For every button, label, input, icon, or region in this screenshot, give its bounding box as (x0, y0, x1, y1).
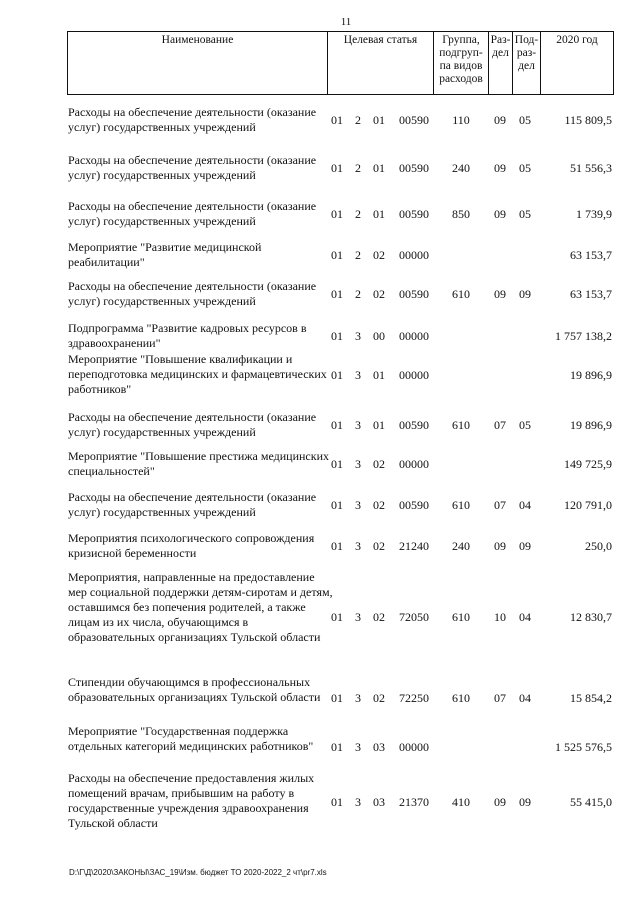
row-amount: 51 556,3 (570, 161, 612, 175)
row-code-subprogram: 3 (355, 539, 361, 553)
row-name: Расходы на обеспечение деятельности (оказание услуг) государственных учреждений (68, 199, 317, 228)
row-amount: 12 830,7 (570, 610, 612, 624)
row-code-subprogram: 3 (355, 795, 361, 809)
row-code-measure: 03 (373, 740, 385, 754)
row-section: 07 (494, 418, 506, 432)
row-code-measure: 02 (373, 498, 385, 512)
row-section: 09 (494, 161, 506, 175)
row-code-subprogram: 2 (355, 161, 361, 175)
row-group: 240 (452, 161, 470, 175)
row-subsection: 05 (519, 207, 531, 221)
row-code-direction: 00000 (399, 457, 429, 471)
row-code-subprogram: 2 (355, 113, 361, 127)
row-code-measure: 01 (373, 368, 385, 382)
row-code-program: 01 (331, 248, 343, 262)
row-group: 610 (452, 418, 470, 432)
row-code-subprogram: 3 (355, 610, 361, 624)
row-code-direction: 00590 (399, 113, 429, 127)
header-divider-right (613, 31, 614, 95)
row-code-measure: 01 (373, 418, 385, 432)
row-name: Мероприятие "Государственная поддержка отдельных категорий медицинских работников" (68, 724, 314, 753)
row-group: 850 (452, 207, 470, 221)
row-code-measure: 01 (373, 161, 385, 175)
row-name: Мероприятие "Развитие медицинской реабилитации" (68, 240, 262, 269)
row-amount: 1 525 576,5 (555, 740, 612, 754)
row-subsection: 05 (519, 418, 531, 432)
header-subsection: Под- раз- дел (514, 34, 539, 72)
row-code-measure: 02 (373, 539, 385, 553)
row-code-program: 01 (331, 418, 343, 432)
row-name: Стипендии обучающимся в профессиональных образовательных организациях Тульской области (68, 675, 321, 704)
row-code-program: 01 (331, 161, 343, 175)
page-number: 11 (340, 16, 352, 28)
file-path-footer: D:\Г\Д\2020\ЗАКОНЫ\ЗАС_19\Изм. бюджет ТО 2020-2022_2 чт\pr7.xls (69, 868, 327, 877)
row-amount: 19 896,9 (570, 368, 612, 382)
row-code-direction: 00000 (399, 368, 429, 382)
row-code-measure: 02 (373, 691, 385, 705)
row-code-measure: 03 (373, 795, 385, 809)
row-code-measure: 01 (373, 207, 385, 221)
row-code-measure: 02 (373, 457, 385, 471)
header-group: Группа, подгруп- па видов расходов (439, 34, 483, 85)
row-name: Расходы на обеспечение предоставления жилых помещений врачам, прибывшим на работу в государственные учреждения здравоохранения Тульской области (68, 771, 315, 830)
row-subsection: 05 (519, 113, 531, 127)
row-amount: 115 809,5 (564, 113, 612, 127)
row-subsection: 05 (519, 161, 531, 175)
row-group: 610 (452, 498, 470, 512)
row-name: Расходы на обеспечение деятельности (оказание услуг) государственных учреждений (68, 410, 317, 439)
row-code-program: 01 (331, 287, 343, 301)
row-code-subprogram: 3 (355, 691, 361, 705)
row-code-direction: 72250 (399, 691, 429, 705)
row-code-program: 01 (331, 610, 343, 624)
row-code-program: 01 (331, 113, 343, 127)
row-name: Мероприятия психологического сопровождения кризисной беременности (68, 531, 315, 560)
row-amount: 19 896,9 (570, 418, 612, 432)
header-section: Раз- дел (490, 34, 511, 59)
row-code-program: 01 (331, 795, 343, 809)
row-code-subprogram: 3 (355, 329, 361, 343)
row-code-measure: 01 (373, 113, 385, 127)
row-code-direction: 00590 (399, 207, 429, 221)
header-target: Целевая статья (343, 34, 418, 46)
row-amount: 149 725,9 (564, 457, 612, 471)
row-code-direction: 72050 (399, 610, 429, 624)
row-name: Расходы на обеспечение деятельности (оказание услуг) государственных учреждений (68, 279, 317, 308)
row-section: 10 (494, 610, 506, 624)
row-name: Расходы на обеспечение деятельности (оказание услуг) государственных учреждений (68, 105, 317, 134)
row-code-direction: 00000 (399, 329, 429, 343)
row-group: 610 (452, 610, 470, 624)
row-section: 09 (494, 287, 506, 301)
row-name: Расходы на обеспечение деятельности (оказание услуг) государственных учреждений (68, 490, 317, 519)
row-amount: 15 854,2 (570, 691, 612, 705)
row-code-program: 01 (331, 539, 343, 553)
row-code-program: 01 (331, 329, 343, 343)
row-subsection: 04 (519, 691, 531, 705)
row-code-direction: 21370 (399, 795, 429, 809)
row-amount: 63 153,7 (570, 287, 612, 301)
row-code-program: 01 (331, 457, 343, 471)
header-top-border (67, 31, 614, 32)
row-amount: 1 739,9 (576, 207, 612, 221)
row-group: 410 (452, 795, 470, 809)
row-code-program: 01 (331, 498, 343, 512)
row-section: 09 (494, 795, 506, 809)
row-code-subprogram: 2 (355, 248, 361, 262)
row-code-subprogram: 3 (355, 457, 361, 471)
row-code-subprogram: 3 (355, 368, 361, 382)
row-code-measure: 02 (373, 248, 385, 262)
row-code-subprogram: 2 (355, 207, 361, 221)
row-name: Мероприятия, направленные на предоставление мер социальной поддержки детям-сиротам и детям, оставшимся без попечения родителей, а также лицам из их числа, обучающимся в образовательных организациях Тульской области (68, 570, 333, 644)
row-section: 07 (494, 498, 506, 512)
row-amount: 63 153,7 (570, 248, 612, 262)
row-subsection: 04 (519, 498, 531, 512)
row-name: Расходы на обеспечение деятельности (оказание услуг) государственных учреждений (68, 153, 317, 182)
row-amount: 120 791,0 (564, 498, 612, 512)
row-amount: 55 415,0 (570, 795, 612, 809)
row-subsection: 09 (519, 795, 531, 809)
row-code-direction: 00590 (399, 498, 429, 512)
row-amount: 250,0 (585, 539, 612, 553)
row-code-direction: 00590 (399, 287, 429, 301)
row-section: 09 (494, 113, 506, 127)
row-code-program: 01 (331, 691, 343, 705)
row-code-program: 01 (331, 207, 343, 221)
row-group: 610 (452, 691, 470, 705)
row-name: Мероприятие "Повышение квалификации и переподготовка медицинских и фармацевтических работников" (68, 352, 327, 396)
row-code-measure: 02 (373, 610, 385, 624)
header-bottom-border (67, 94, 614, 95)
row-group: 110 (452, 113, 470, 127)
row-section: 09 (494, 207, 506, 221)
row-code-direction: 00590 (399, 161, 429, 175)
row-group: 240 (452, 539, 470, 553)
row-subsection: 09 (519, 539, 531, 553)
row-subsection: 09 (519, 287, 531, 301)
row-section: 09 (494, 539, 506, 553)
row-section: 07 (494, 691, 506, 705)
header-year: 2020 год (556, 34, 598, 46)
row-amount: 1 757 138,2 (555, 329, 612, 343)
row-name: Мероприятие "Повышение престижа медицинских специальностей" (68, 449, 330, 478)
row-code-program: 01 (331, 368, 343, 382)
row-code-direction: 21240 (399, 539, 429, 553)
row-code-subprogram: 3 (355, 418, 361, 432)
row-code-direction: 00000 (399, 740, 429, 754)
row-name: Подпрограмма "Развитие кадровых ресурсов в здравоохранении" (68, 321, 307, 350)
row-code-subprogram: 3 (355, 740, 361, 754)
row-code-program: 01 (331, 740, 343, 754)
row-code-direction: 00000 (399, 248, 429, 262)
row-code-subprogram: 2 (355, 287, 361, 301)
row-subsection: 04 (519, 610, 531, 624)
row-code-measure: 02 (373, 287, 385, 301)
row-code-measure: 00 (373, 329, 385, 343)
row-code-direction: 00590 (399, 418, 429, 432)
row-code-subprogram: 3 (355, 498, 361, 512)
header-name: Наименование (161, 34, 234, 46)
row-group: 610 (452, 287, 470, 301)
